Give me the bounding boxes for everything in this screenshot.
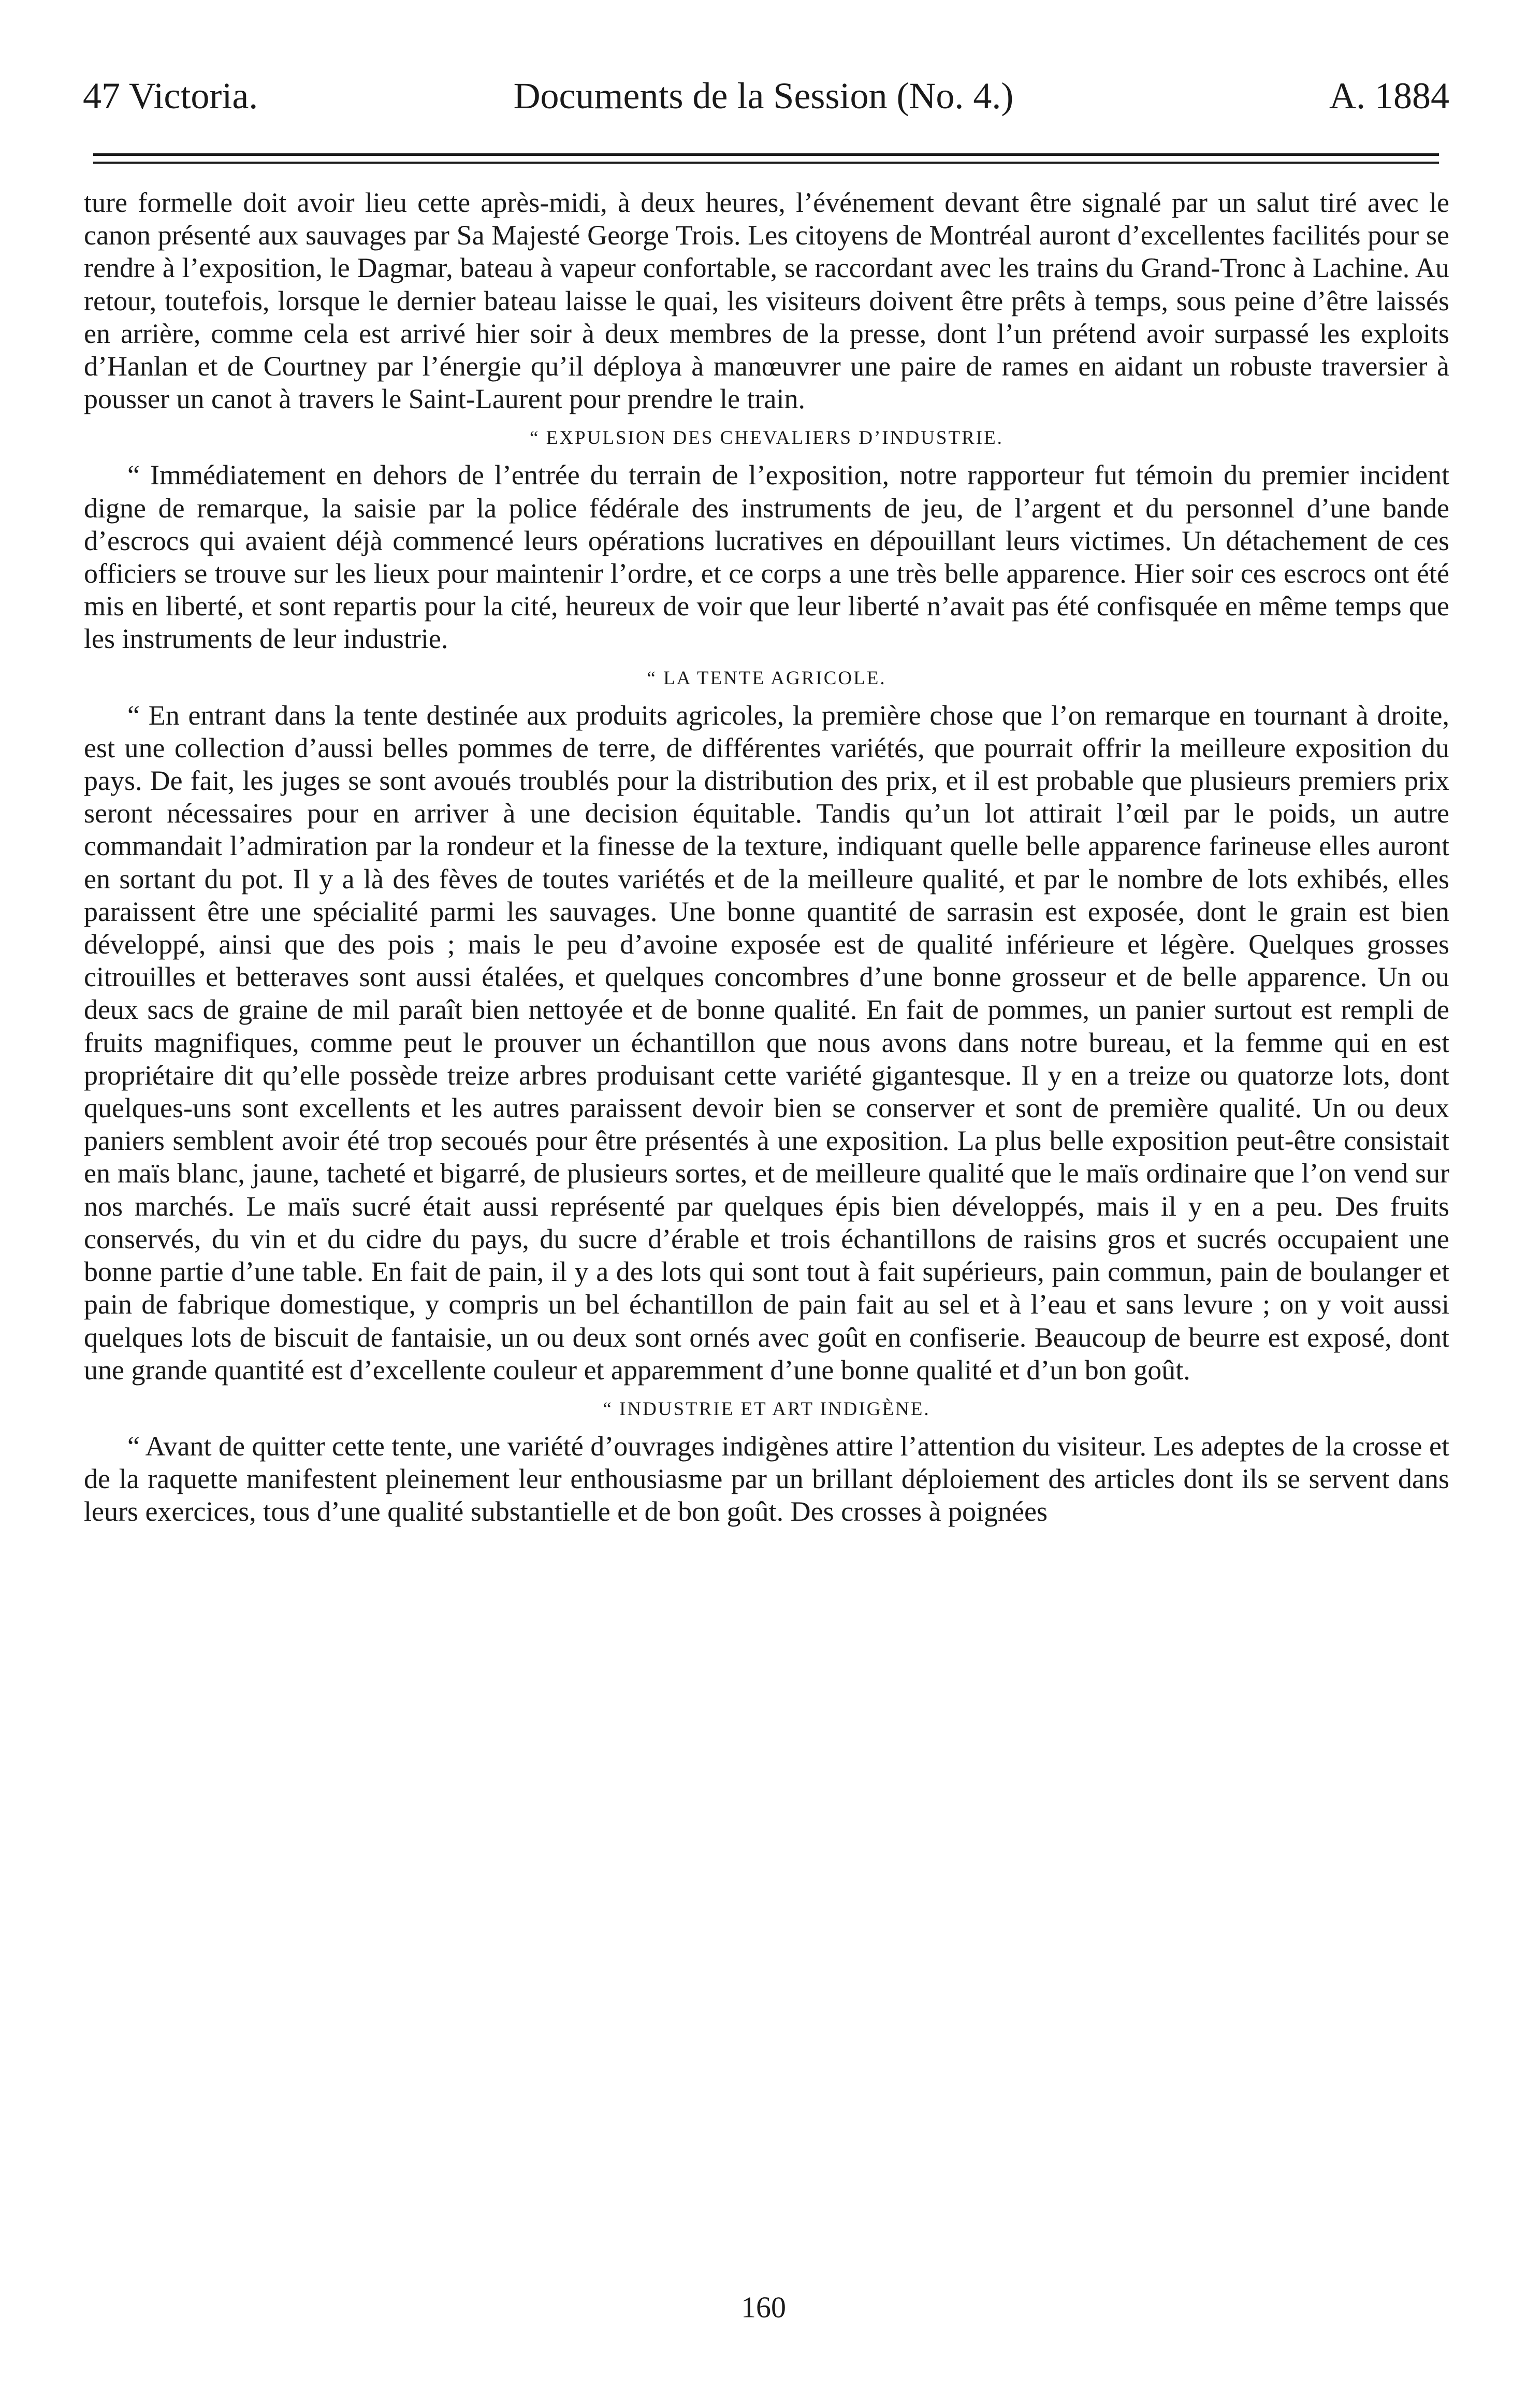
running-head	[78, 67, 1449, 124]
paragraph: ture formelle doit avoir lieu cette après-midi, à deux heures, l’événement devant être signalé par un salut tiré avec le canon présenté aux sauvages par Sa Majesté George Trois. Les citoyens de Montréal auront d’excellentes facilités pour se rendre à l’exposition, le Dagmar, bateau à vapeur confortable, se raccordant avec les trains du Grand-Tronc à Lachine. Au retour, toutefois, lorsque le dernier bateau laisse le quai, les visiteurs doivent être prêts à temps, sous peine d’être laissés en arrière, comme cela est arrivé hier soir à deux membres de la presse, dont l’un prétend avoir surpassé les exploits d’Hanlan et de Courtney par l’énergie qu’il déploya à manœuvrer une paire de rames en aidant un robuste traversier à pousser un canot à travers le Saint-Laurent pour prendre le train.	[84, 187, 1449, 415]
running-head-title: Documents de la Session (No. 4.)	[513, 75, 1014, 117]
body-text	[84, 186, 1449, 1529]
section-heading: “ EXPULSION DES CHEVALIERS D’INDUSTRIE.	[530, 427, 1004, 449]
section-heading: “ LA TENTE AGRICOLE.	[647, 667, 886, 689]
paragraph: “ En entrant dans la tente destinée aux produits agricoles, la première chose que l’on remarque en tournant à droite, est une collection d’aussi belles pommes de terre, de différentes variétés, que pourrait offrir la meilleure exposition du pays. De fait, les juges se sont avoués troublés pour la distribution des prix, et il est probable que plusieurs premiers prix seront nécessaires pour en arriver à une decision équitable. Tandis qu’un lot attirait l’œil par le poids, un autre commandait l’admiration par la rondeur et la finesse de la texture, indiquant quelle belle apparence farineuse elles auront en sortant du pot. Il y a là des fèves de toutes variétés et de la meilleure qualité, et par le nombre de lots exhibés, elles paraissent être une spécialité parmi les sauvages. Une bonne quantité de sarrasin est exposée, dont le grain est bien développé, ainsi que des pois ; mais le peu d’avoine exposée est de qualité inférieure et légère. Quelques grosses citrouilles et betteraves sont aussi étalées, et quelques concombres d’une bonne grosseur et de belle apparence. Un ou deux sacs de graine de mil paraît bien nettoyée et de bonne qualité. En fait de pommes, un panier surtout est rempli de fruits magnifiques, comme peut le prouver un échantillon que nous avons dans notre bureau, et la femme qui en est propriétaire dit qu’elle possède treize arbres produisant cette variété gigantesque. Il y en a treize ou quatorze lots, dont quelques-uns sont excellents et les autres paraissent devoir bien se conserver et sont de première qualité. Un ou deux paniers semblent avoir été trop secoués pour être présentés à une exposition. La plus belle exposition peut-être consistait en maïs blanc, jaune, tacheté et bigarré, de plusieurs sortes, et de meilleure qualité que le maïs ordinaire que l’on vend sur nos marchés. Le maïs sucré était aussi représenté par quelques épis bien développés, mais il y en a peu. Des fruits conservés, du vin et du cidre du pays, du sucre d’érable et trois échantillons de raisins gros et sucrés occupaient une bonne partie d’une table. En fait de pain, il y a des lots qui sont tout à fait supérieurs, pain commun, pain de boulanger et pain de fabrique domestique, y compris un bel échantillon de pain fait au sel et à l’eau et sans levure ; on y voit aussi quelques lots de biscuit de fantaisie, un ou deux sont ornés avec goût en confiserie. Beaucoup de beurre est exposé, dont une grande quantité est d’excellente couleur et apparemment d’une bonne qualité et d’un bon goût.	[84, 699, 1449, 1386]
running-head-left: 47 Victoria.	[83, 75, 258, 117]
page-number: 160	[741, 2290, 786, 2324]
paragraph: “ Avant de quitter cette tente, une variété d’ouvrages indigènes attire l’attention du visiteur. Les adeptes de la crosse et de la raquette manifestent pleinement leur enthousiasme par un brillant déploiement des articles dont ils se servent dans leurs exercices, tous d’une qualité substantielle et de bon goût. Des crosses à poignées	[84, 1430, 1449, 1527]
running-head-right: A. 1884	[1329, 75, 1449, 117]
paragraph: “ Immédiatement en dehors de l’entrée du terrain de l’exposition, notre rapporteur fut témoin du premier incident digne de remarque, la saisie par la police fédérale des instruments de jeu, de l’argent et du personnel d’une bande d’escrocs qui avaient déjà commencé leurs opérations lucratives en dépouillant leurs victimes. Un détachement de ces officiers se trouve sur les lieux pour maintenir l’ordre, et ce corps a une très belle apparence. Hier soir ces escrocs ont été mis en liberté, et sont repartis pour la cité, heureux de voir que leur liberté n’avait pas été confisquée en même temps que les instruments de leur industrie.	[84, 459, 1449, 655]
header-rule-top	[93, 153, 1439, 156]
section-heading: “ INDUSTRIE ET ART INDIGÈNE.	[603, 1398, 930, 1420]
header-rule-bottom	[93, 162, 1439, 164]
